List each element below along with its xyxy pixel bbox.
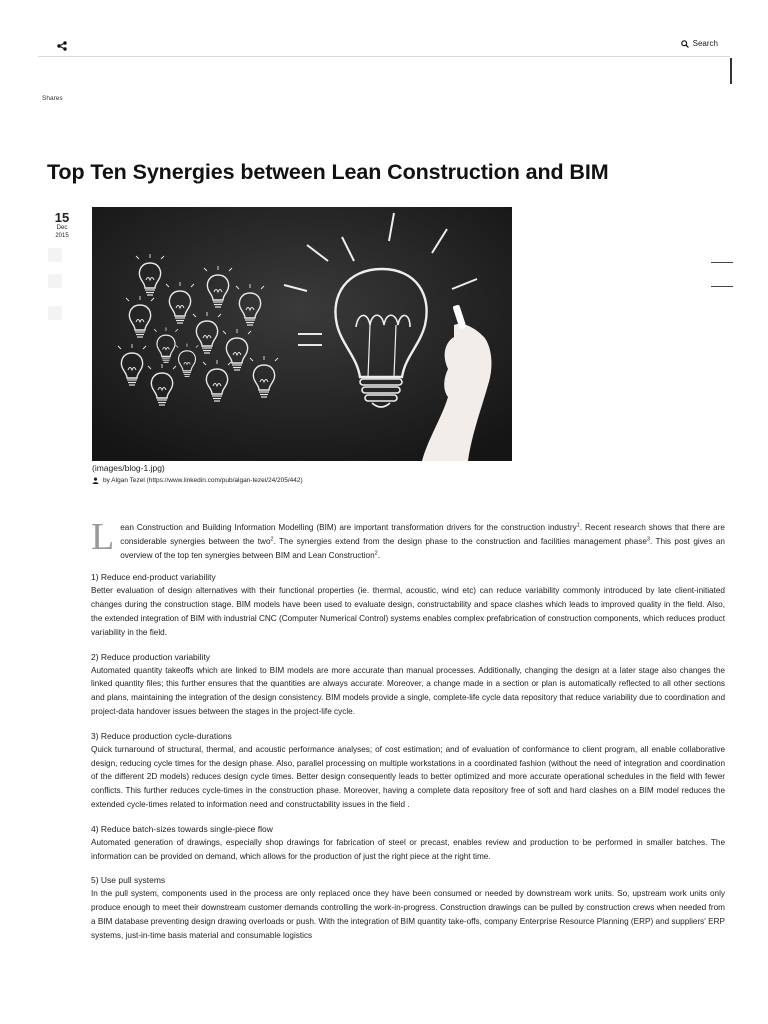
social-share-icon[interactable] — [48, 248, 62, 262]
search-icon — [681, 40, 689, 48]
article-body — [91, 516, 725, 953]
article-intro — [91, 516, 725, 562]
drop-cap: L — [91, 516, 115, 558]
menu-divider-line — [711, 286, 733, 287]
section-body: Quick turnaround of structural, thermal, and acoustic performance analyses; of cost estimation; and of evaluation of conformance to client program, all enable collaborative design, reducing cycle times for the design phase. Also, parallel processing on multiple workstations in a coordinated fashion (without the need of integration and coordination of the different 2D models) reduces design cycle times. Better design consequently leads to better optimized and more accurate operational schedules in the field with fewer conflicts. This further reduces cycle-times in the construction phase. Moreover, having a complete data repository free of soft and hard clashes on a BIM model reduces the extended cycle-times related to information need and constructability issues in the field . — [91, 744, 725, 809]
section-heading: 4) Reduce batch-sizes towards single-piece flow — [91, 823, 273, 834]
section-2 — [91, 650, 725, 719]
footnote-ref: 2 — [374, 549, 378, 556]
section-1 — [91, 570, 725, 639]
section-heading: 3) Reduce production cycle-durations — [91, 730, 232, 741]
social-share-icon[interactable] — [48, 274, 62, 288]
section-heading: 1) Reduce end-product variability — [91, 572, 216, 583]
shares-label: Shares — [42, 95, 63, 102]
chalkboard-lightbulbs-illustration — [92, 207, 512, 461]
share-icon[interactable] — [56, 38, 68, 48]
footnote-ref: 3 — [646, 536, 650, 543]
intro-text: . — [377, 550, 380, 560]
scrollbar[interactable] — [730, 58, 732, 84]
section-body: In the pull system, components used in the process are only replaced once they have been consumed or needed by downstream work units. So, upstream work units only produce enough to meet their downstream customer demands controlling the work-in-progress. Construction drawings can be pulled by construction crews when needed from a BIM database preventing design drawing overloads or push. With the integration of BIM quantity take-offs, company Enterprise Resource Planning (ERP) and suppliers' ERP systems, just-in-time basis material and consumable logistics — [91, 889, 725, 940]
author-link[interactable]: by Algan Tezel (https://www.linkedin.com/pub/algan-tezel/24/205/442) — [103, 477, 303, 484]
section-heading: 5) Use pull systems — [91, 875, 166, 886]
menu-divider-line — [711, 262, 733, 263]
intro-text: . This post gives an overview of the top ten synergies between BIM and Lean Construction — [120, 536, 725, 560]
image-caption: (images/blog-1.jpg) — [92, 463, 165, 473]
post-date — [46, 211, 78, 240]
date-day: 15 — [54, 210, 70, 225]
section-heading: 2) Reduce production variability — [91, 651, 211, 662]
search-button[interactable] — [681, 39, 718, 48]
date-year: 2015 — [55, 233, 69, 239]
search-label: Search — [692, 39, 718, 48]
user-icon — [92, 477, 99, 484]
footnote-ref: 2 — [270, 536, 274, 543]
hero-image — [92, 207, 512, 461]
section-body: Automated quantity takeoffs which are linked to BIM models are more accurate than manual processes. Additionally, changing the design at a later stage also changes the linked quantity files; this further ensures that the quantities are always accurate. Moreover, a change made in a section or plan is automatically reflected to all other sections and plans, maintaining the integration of the design consistency. BIM models provide a single, complete-life cycle data repository that reduce variability due to coordination and project-data handover issues between the stages in the project-life cycle. — [91, 665, 725, 716]
top-bar — [38, 28, 730, 57]
section-body: Better evaluation of design alternatives with their functional properties (ie. thermal, acoustic, wind etc) can reduce variability commonly introduced by late client-initiated changes during the construction stage. BIM models have been used to evaluate design, constructability and space clashes which leads to improved quality in the field. Also, the extended integration of BIM with industrial CNC (Computer Numerical Control) systems enables complex prefabrication of construction components, which reduces product variability in the field. — [91, 586, 725, 637]
section-5 — [91, 873, 725, 942]
page-title: Top Ten Synergies between Lean Construction and BIM — [47, 160, 609, 184]
section-3 — [91, 729, 725, 812]
intro-text: . The synergies extend from the design phase to the construction and facilities management phase — [273, 536, 647, 546]
section-4 — [91, 822, 725, 864]
section-body: Automated generation of drawings, especially shop drawings for fabrication of steel or precast, enables review and production to be performed in smaller batches. The information can be provided on demand, which allows for the production of just the right piece at the right time. — [91, 837, 725, 861]
date-month: Dec — [56, 225, 68, 231]
author-byline — [92, 477, 303, 484]
social-share-icon[interactable] — [48, 306, 62, 320]
intro-text: . Recent research shows that there are considerable synergies between the two — [120, 523, 725, 546]
intro-text: ean Construction and Building Information Modelling (BIM) are important transformation drivers for the construction industry — [120, 523, 577, 532]
footnote-ref: 1 — [576, 522, 580, 529]
